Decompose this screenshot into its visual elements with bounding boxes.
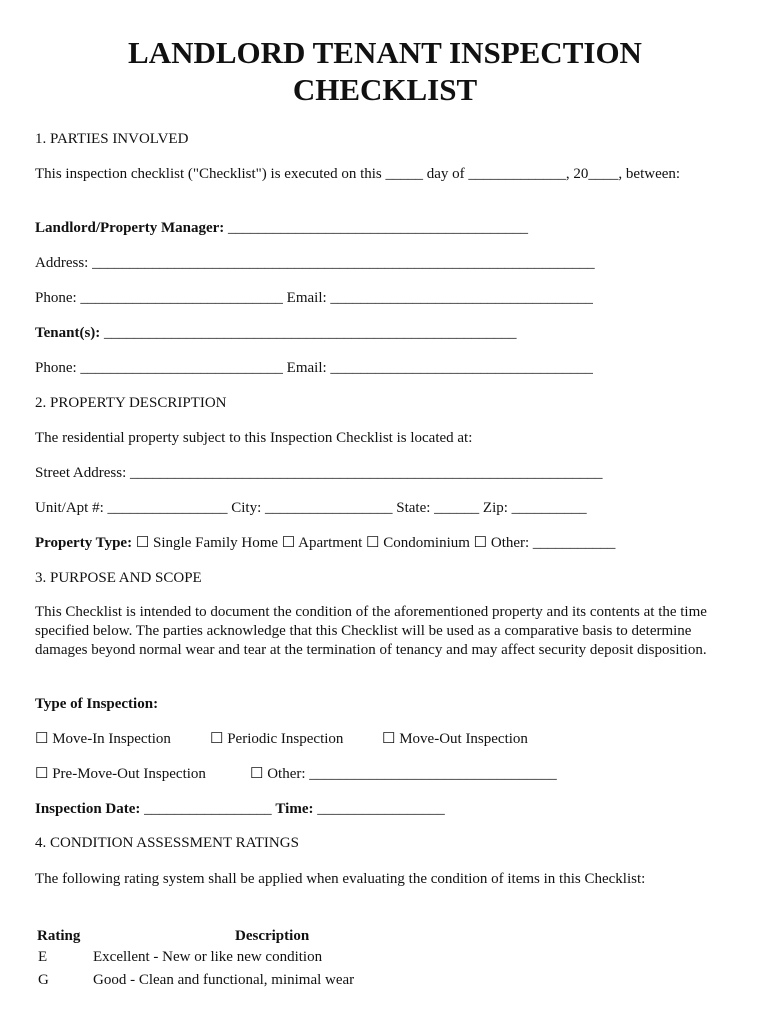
- property-type-field[interactable]: [35, 534, 615, 553]
- section-4-intro: The following rating system shall be applied when evaluating the condition of items in this Checklist:: [35, 871, 646, 887]
- inspection-date-blank[interactable]: _________________: [140, 801, 276, 817]
- section-1-intro: This inspection checklist ("Checklist") is executed on this _____ day of _____________, 20____, between:: [35, 166, 681, 182]
- rating-row-1-description: Excellent - New or like new condition: [93, 949, 323, 965]
- landlord-phone-email-field[interactable]: Phone: ___________________________ Email: ___________________________________: [35, 290, 593, 306]
- inspection-type-label: Type of Inspection:: [35, 696, 159, 712]
- move-out-checkbox[interactable]: ☐ Move-Out Inspection: [382, 731, 528, 747]
- address-field[interactable]: Address: ___________________________________________________________________: [35, 255, 595, 271]
- tenant-phone-email-field[interactable]: Phone: ___________________________ Email: ___________________________________: [35, 360, 593, 376]
- time-blank[interactable]: _________________: [313, 801, 445, 817]
- section-3-body: This Checklist is intended to document the condition of the aforementioned property and its contents at the time specified below. The parties acknowledge that this Checklist will be used as a comparative basis to determine damages beyond normal wear and tear at the termination of tenancy and may affect security deposit disposition.: [35, 604, 707, 658]
- rating-row-2-description: Good - Clean and functional, minimal wear: [93, 972, 355, 988]
- rating-column-header: Rating: [37, 928, 81, 944]
- tenant-label: Tenant(s):: [35, 325, 101, 341]
- section-4-heading: 4. CONDITION ASSESSMENT RATINGS: [35, 835, 299, 851]
- title-line-1: LANDLORD TENANT INSPECTION: [128, 35, 642, 70]
- tenant-field[interactable]: [35, 324, 517, 343]
- document-title: [0, 34, 770, 108]
- pre-move-out-checkbox[interactable]: ☐ Pre-Move-Out Inspection: [35, 766, 206, 782]
- section-2-intro: The residential property subject to this Inspection Checklist is located at:: [35, 430, 473, 446]
- landlord-label: Landlord/Property Manager:: [35, 220, 225, 236]
- inspection-date-time-field[interactable]: [35, 800, 445, 819]
- street-address-field[interactable]: Street Address: _______________________________________________________________: [35, 465, 603, 481]
- description-column-header: Description: [235, 928, 310, 944]
- landlord-field[interactable]: [35, 219, 528, 238]
- inspection-date-label: Inspection Date:: [35, 801, 141, 817]
- periodic-checkbox[interactable]: ☐ Periodic Inspection: [210, 731, 344, 747]
- property-type-label: Property Type:: [35, 535, 133, 551]
- section-3-heading: 3. PURPOSE AND SCOPE: [35, 570, 202, 586]
- landlord-blank[interactable]: ________________________________________: [224, 220, 529, 236]
- rating-row-1-code: E: [38, 949, 48, 965]
- time-label: Time:: [275, 801, 314, 817]
- unit-city-state-zip-field[interactable]: Unit/Apt #: ________________ City: _________________ State: ______ Zip: __________: [35, 500, 587, 516]
- section-2-heading: 2. PROPERTY DESCRIPTION: [35, 395, 227, 411]
- tenant-blank[interactable]: _______________________________________________________: [100, 325, 517, 341]
- rating-row-2-code: G: [38, 972, 49, 988]
- move-in-checkbox[interactable]: ☐ Move-In Inspection: [35, 731, 171, 747]
- section-1-heading: 1. PARTIES INVOLVED: [35, 131, 189, 147]
- property-type-options[interactable]: ☐ Single Family Home ☐ Apartment ☐ Condominium ☐ Other: ___________: [132, 535, 616, 551]
- title-line-2: CHECKLIST: [292, 72, 478, 107]
- other-inspection-checkbox[interactable]: ☐ Other: _________________________________: [250, 766, 557, 782]
